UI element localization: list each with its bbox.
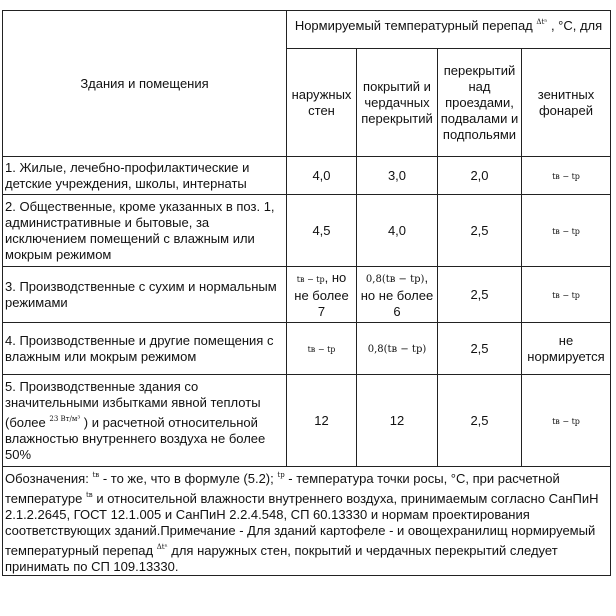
table-row bbox=[3, 195, 611, 267]
delta-t-symbol: Δtⁿ bbox=[156, 543, 168, 551]
cell-skylights bbox=[522, 267, 611, 323]
row-label: 2. Общественные, кроме указанных в поз. 1, административные и бытовые, за исключением помещений с влажным или мокрым режимом bbox=[3, 195, 287, 267]
cell-walls: 12 bbox=[287, 375, 357, 467]
cell-floors: 2,5 bbox=[438, 195, 522, 267]
table-row bbox=[3, 267, 611, 323]
cell-floors: 2,5 bbox=[438, 375, 522, 467]
cell-floors: 2,0 bbox=[438, 157, 522, 195]
formula-tb-tp: tв − tр bbox=[552, 226, 580, 236]
table-row bbox=[3, 323, 611, 375]
col-header-floors: перекрытий над проездами, подвалами и подпольями bbox=[438, 49, 522, 157]
cell-floors: 2,5 bbox=[438, 267, 522, 323]
cell-skylights: не нормируется bbox=[522, 323, 611, 375]
row-label: 5. Производственные здания со значительными избытками явной теплоты (более $^{23 Вт/м^3}$ ) и расчетной относительной влажностью внутреннего воздуха не более 50% bbox=[3, 375, 287, 467]
row-label: 1. Жилые, лечебно-профилактические и детские учреждения, школы, интернаты bbox=[3, 157, 287, 195]
cell-walls: tв − tр, но не более 7 bbox=[287, 267, 357, 323]
col-header-walls: наружных стен bbox=[287, 49, 357, 157]
cell-skylights bbox=[522, 157, 611, 195]
unit-superscript: 23 Вт/м³ bbox=[49, 414, 81, 423]
cell-walls: 4,5 bbox=[287, 195, 357, 267]
cell-roofs: 0,8(tв − tр), но не более 6 bbox=[357, 267, 438, 323]
formula-08: 0,8(tв − tр) bbox=[367, 343, 427, 355]
table-row bbox=[3, 375, 611, 467]
header-row-1 bbox=[3, 11, 611, 49]
notes-row bbox=[3, 467, 611, 576]
table-row bbox=[3, 157, 611, 195]
group-header: Нормируемый температурный перепад $^{\Delta t^n}$ , °С, для bbox=[287, 11, 611, 49]
cell-walls: 4,0 bbox=[287, 157, 357, 195]
notes-text: Обозначения: $^{tв}$ - то же, что в формуле (5.2); $^{tр}$ - температура точки росы, °С, при расчетной температуре $^{tв}$ и относительной влажности внутреннего воздуха, принимаемым согласно СанПиН 2.1.2.2645, ГОСТ 12.1.005 и СанПиН 2.2.4.548, СП 60.13330 и нормам проектирования соответствующих зданий.Примечание - Для зданий картофеле - и овощехранилищ нормируемый температурный перепад $^{\Delta t^n}$ для наружных стен, покрытий и чердачных перекрытий следует принимать по СП 109.13330. bbox=[3, 467, 611, 576]
tb-symbol: tв bbox=[92, 471, 100, 479]
col-header-skylights: зенитных фонарей bbox=[522, 49, 611, 157]
col-header-roofs: покрытий и чердачных перекрытий bbox=[357, 49, 438, 157]
tb-symbol: tв bbox=[85, 491, 93, 499]
row-label: 3. Производственные с сухим и нормальным режимами bbox=[3, 267, 287, 323]
cell-floors: 2,5 bbox=[438, 323, 522, 375]
cell-roofs: 4,0 bbox=[357, 195, 438, 267]
formula-tb-tp: tв − tр bbox=[552, 171, 580, 181]
tp-symbol: tр bbox=[277, 471, 285, 479]
row-label: 4. Производственные и другие помещения с влажным или мокрым режимом bbox=[3, 323, 287, 375]
norm-table bbox=[2, 10, 611, 576]
formula-tb-tp: tв − tр bbox=[307, 344, 336, 354]
cell-walls bbox=[287, 323, 357, 375]
formula-tb-tp: tв − tр bbox=[552, 416, 580, 426]
cell-roofs bbox=[357, 323, 438, 375]
cell-skylights bbox=[522, 375, 611, 467]
rooms-header: Здания и помещения bbox=[3, 11, 287, 157]
cell-skylights bbox=[522, 195, 611, 267]
cell-roofs: 12 bbox=[357, 375, 438, 467]
delta-t-symbol: Δtⁿ bbox=[536, 18, 548, 26]
cell-roofs: 3,0 bbox=[357, 157, 438, 195]
formula-tb-tp: tв − tр bbox=[552, 290, 580, 300]
formula-08: 0,8(tв − tр) bbox=[365, 273, 425, 285]
formula-tb-tp: tв − tр bbox=[296, 274, 325, 284]
